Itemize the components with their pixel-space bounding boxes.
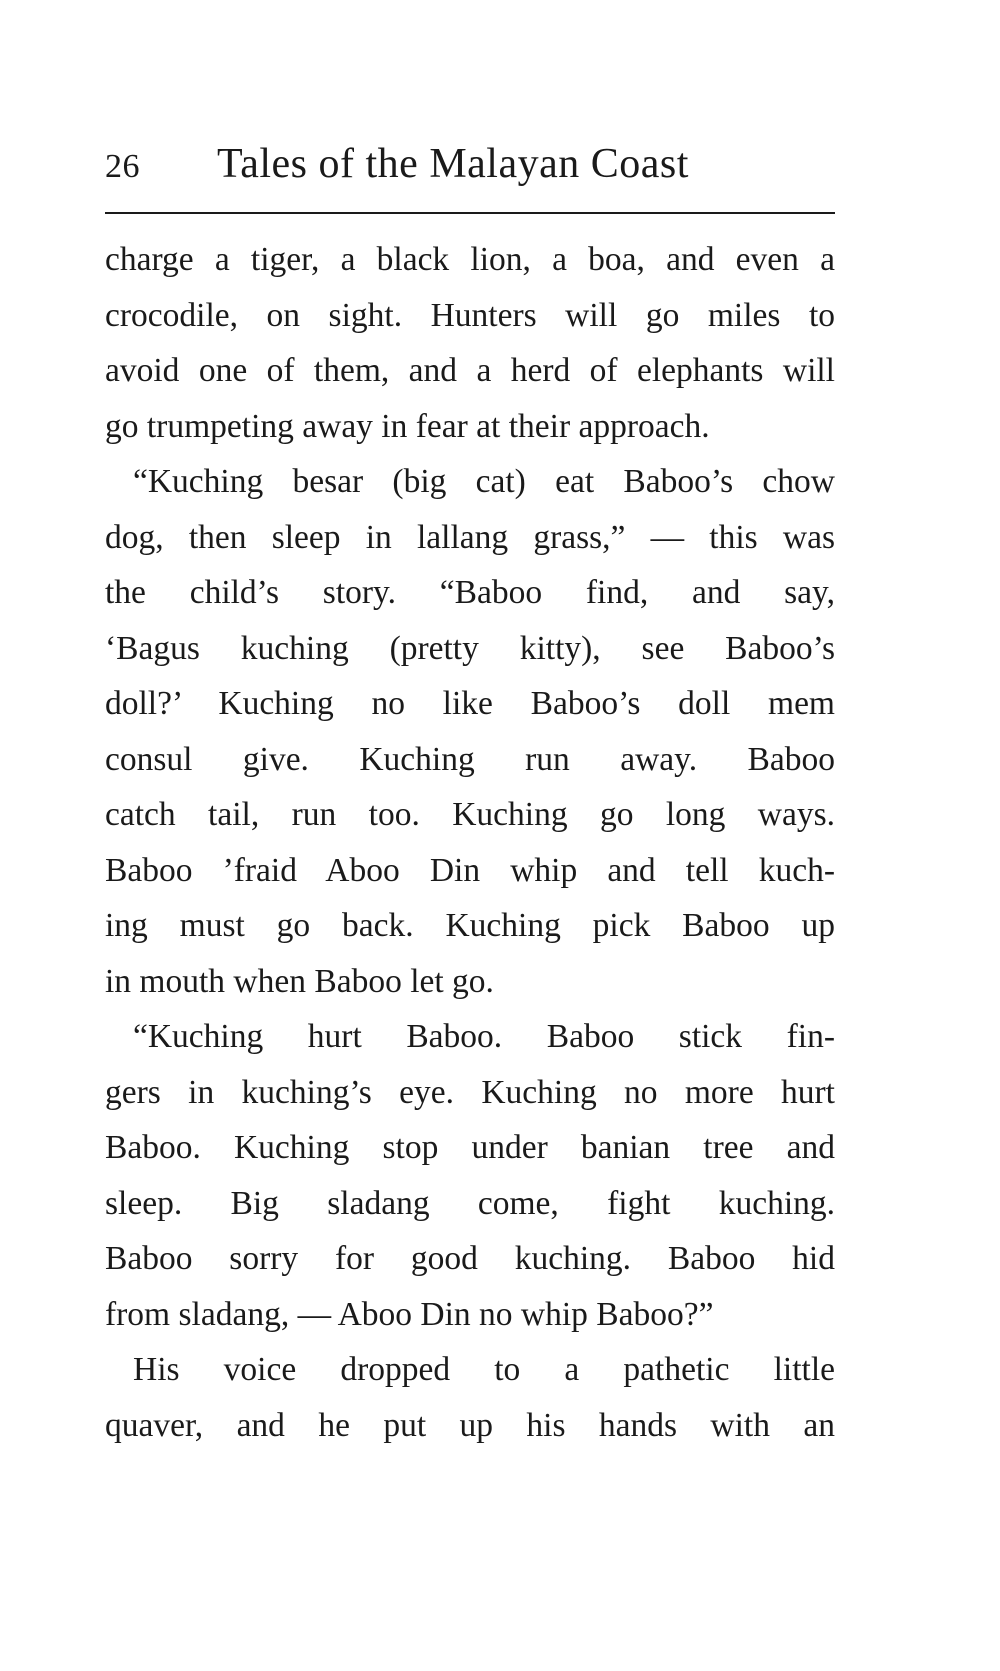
header-rule <box>105 212 835 214</box>
book-page <box>105 140 835 1453</box>
text-line: avoid one of them, and a herd of elephants will <box>105 352 835 389</box>
text-line: Baboo ’fraid Aboo Din whip and tell kuch- <box>105 851 835 889</box>
text-line: charge a tiger, a black lion, a boa, and even a <box>105 241 835 278</box>
text-line: from sladang, — Aboo Din no whip Baboo?” <box>105 1295 714 1333</box>
text-line: consul give. Kuching run away. Baboo <box>105 740 835 778</box>
text-line: dog, then sleep in lallang grass,” — this was <box>105 518 835 556</box>
body-text <box>105 232 835 1453</box>
page-number: 26 <box>105 148 140 185</box>
text-line: “Kuching besar (big cat) eat Baboo’s chow <box>133 463 835 500</box>
text-line: His voice dropped to a pathetic little <box>133 1351 835 1388</box>
text-line: “Kuching hurt Baboo. Baboo stick fin- <box>133 1018 835 1055</box>
text-line: Baboo sorry for good kuching. Baboo hid <box>105 1240 835 1277</box>
running-head <box>105 140 835 206</box>
text-line: ing must go back. Kuching pick Baboo up <box>105 907 835 944</box>
running-title: Tales of the Malayan Coast <box>217 141 689 187</box>
text-line: gers in kuching’s eye. Kuching no more hurt <box>105 1073 835 1111</box>
text-line: catch tail, run too. Kuching go long ways. <box>105 796 835 833</box>
text-line: in mouth when Baboo let go. <box>105 962 494 1000</box>
text-line: Baboo. Kuching stop under banian tree and <box>105 1129 835 1166</box>
text-line: ‘Bagus kuching (pretty kitty), see Baboo’s <box>105 629 835 667</box>
text-line: quaver, and he put up his hands with an <box>105 1406 835 1444</box>
text-line: doll?’ Kuching no like Baboo’s doll mem <box>105 685 835 722</box>
text-line: sleep. Big sladang come, fight kuching. <box>105 1184 835 1222</box>
text-line: the child’s story. “Baboo find, and say, <box>105 574 835 611</box>
text-line: go trumpeting away in fear at their approach. <box>105 407 710 445</box>
text-line: crocodile, on sight. Hunters will go miles to <box>105 296 835 334</box>
